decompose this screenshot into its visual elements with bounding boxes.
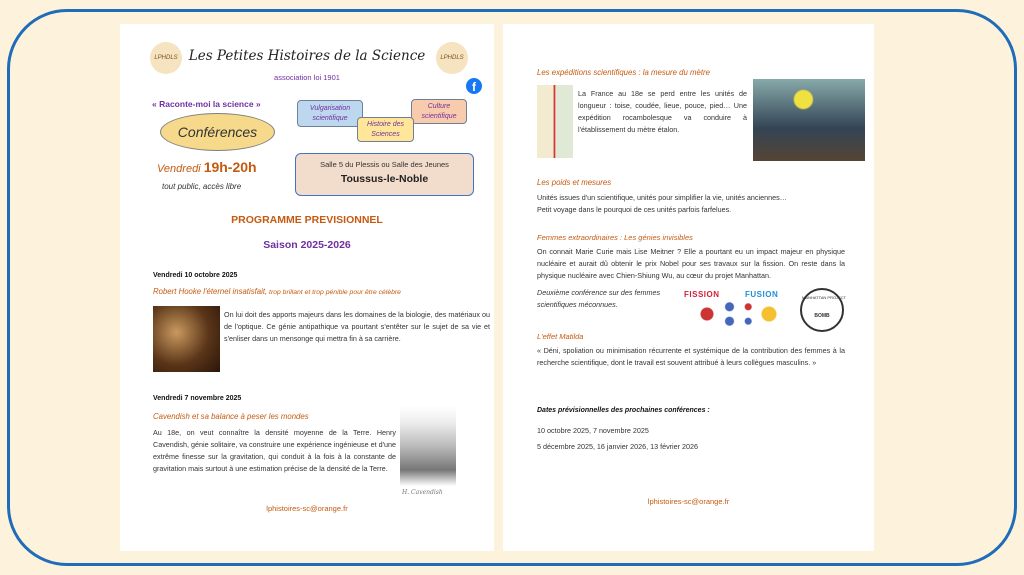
section-text: Unités issues d'un scientifique, unités pour simplifier la vie, unités anciennes… bbox=[537, 193, 787, 202]
badge-bomb: BOMB bbox=[814, 313, 830, 319]
event-date: Vendredi 10 octobre 2025 bbox=[153, 272, 238, 279]
audience: tout public, accès libre bbox=[162, 182, 242, 191]
facebook-icon[interactable]: f bbox=[466, 78, 482, 94]
cavendish-engraving bbox=[400, 406, 456, 486]
tag-line: Vulgarisation bbox=[309, 104, 351, 112]
tag-vulgarisation bbox=[297, 100, 363, 127]
cavendish-signature: H. Cavendish bbox=[402, 489, 443, 496]
dates-line: 10 octobre 2025, 7 novembre 2025 bbox=[537, 426, 649, 435]
tag-line: scientifique bbox=[312, 114, 348, 122]
event-description: On lui doit des apports majeurs dans les domaines de la biologie, des matériaux ou de l'optique. Ce génie antipathique va pourtant s'entêter sur le sujet de sa vie et s'enliser dans un mensonge qui mettra fin à sa carrière. bbox=[224, 310, 490, 343]
event-date: Vendredi 7 novembre 2025 bbox=[153, 395, 242, 402]
meridian-map bbox=[537, 85, 573, 158]
fusion-label: FUSION bbox=[745, 290, 779, 299]
event-description: Au 18e, on veut connaître la densité moyenne de la Terre. Henry Cavendish, génie solitaire, va construire une expérience ingénieuse et d'une extrême finesse sur la gravitation, qui conduit à la fois à la constante de gravitation mais surtout à une estimation précise de la densité de la Terre. bbox=[153, 428, 396, 473]
section-text: La France au 18e se perd entre les unités de longueur : toise, coudée, lieue, pouce, pied… Une expédition rocambolesque va conduire à l'établissement du mètre étalon. bbox=[578, 89, 747, 134]
section-title: L'effet Matilda bbox=[537, 332, 584, 341]
fission-label: FISSION bbox=[684, 290, 720, 299]
tag-culture bbox=[411, 99, 467, 124]
event-title-main: Robert Hooke l'éternel insatisfait, bbox=[153, 287, 268, 296]
venue: Salle 5 du Plessis ou Salle des Jeunes bbox=[320, 160, 449, 169]
badge-text: MANHATTAN PROJECT bbox=[802, 295, 847, 300]
tag-histoire bbox=[357, 117, 414, 142]
section-title: Les expéditions scientifiques : la mesure du mètre bbox=[537, 68, 710, 77]
contact-email[interactable]: lphistoires-sc@orange.fr bbox=[266, 504, 348, 513]
event-title: Cavendish et sa balance à peser les mondes bbox=[153, 412, 309, 421]
event-subtitle: trop brillant et trop pénible pour être célèbre bbox=[267, 289, 401, 296]
conferences-badge: Conférences bbox=[160, 113, 275, 151]
section-text: « Déni, spoliation ou minimisation récurrente et systémique de la contribution des femmes à la recherche scientifique, dont le travail est souvent attribué à leurs collègues masculins. » bbox=[537, 346, 845, 367]
section-note: scientifiques méconnues. bbox=[537, 300, 618, 309]
tag-line: Sciences bbox=[371, 130, 400, 138]
fusion-diagram bbox=[743, 302, 795, 326]
tagline: « Raconte-moi la science » bbox=[152, 99, 261, 109]
section-text: On connait Marie Curie mais Lise Meitner ? Elle a pourtant eu un impact majeur en physique nucléaire et aurait dû obtenir le prix Nobel pour ses travaux sur la fission. On reste dans la physique nucléaire avec Chien-Shiung Wu, au cœur du projet Manhattan. bbox=[537, 247, 845, 280]
venue-box bbox=[295, 153, 474, 196]
dates-heading: Dates prévisionnelles des prochaines conférences : bbox=[537, 407, 710, 414]
section-note: Deuxième conférence sur des femmes bbox=[537, 288, 661, 297]
logo-text: LPHDLS bbox=[154, 55, 178, 61]
tag-line: Histoire des bbox=[367, 120, 404, 128]
logo-text: LPHDLS bbox=[440, 55, 464, 61]
right-page bbox=[503, 24, 874, 551]
schedule-day: Vendredi bbox=[157, 163, 201, 175]
section-title: Femmes extraordinaires : Les génies invisibles bbox=[537, 233, 693, 242]
tag-line: Culture bbox=[427, 102, 451, 110]
schedule bbox=[157, 159, 257, 175]
section-title: Les poids et mesures bbox=[537, 178, 612, 187]
association-subtitle: association loi 1901 bbox=[274, 73, 340, 82]
programme-heading: PROGRAMME PREVISIONNEL bbox=[231, 214, 383, 226]
section-text: Petit voyage dans le pourquoi de ces unités parfois farfelues. bbox=[537, 205, 732, 214]
page-title: Les Petites Histoires de la Science bbox=[188, 48, 426, 64]
schedule-time: 19h-20h bbox=[203, 159, 257, 175]
fission-diagram bbox=[687, 302, 737, 326]
event-title bbox=[153, 287, 401, 296]
season: Saison 2025-2026 bbox=[263, 239, 351, 251]
dates-line: 5 décembre 2025, 16 janvier 2026, 13 février 2026 bbox=[537, 442, 699, 451]
expedition-illustration bbox=[753, 79, 865, 161]
hooke-portrait bbox=[153, 306, 220, 372]
town: Toussus-le-Noble bbox=[340, 173, 429, 185]
left-page bbox=[120, 24, 494, 551]
contact-email[interactable]: lphistoires-sc@orange.fr bbox=[647, 497, 730, 506]
tag-line: scientifique bbox=[421, 112, 457, 120]
manhattan-project-badge bbox=[800, 288, 847, 332]
